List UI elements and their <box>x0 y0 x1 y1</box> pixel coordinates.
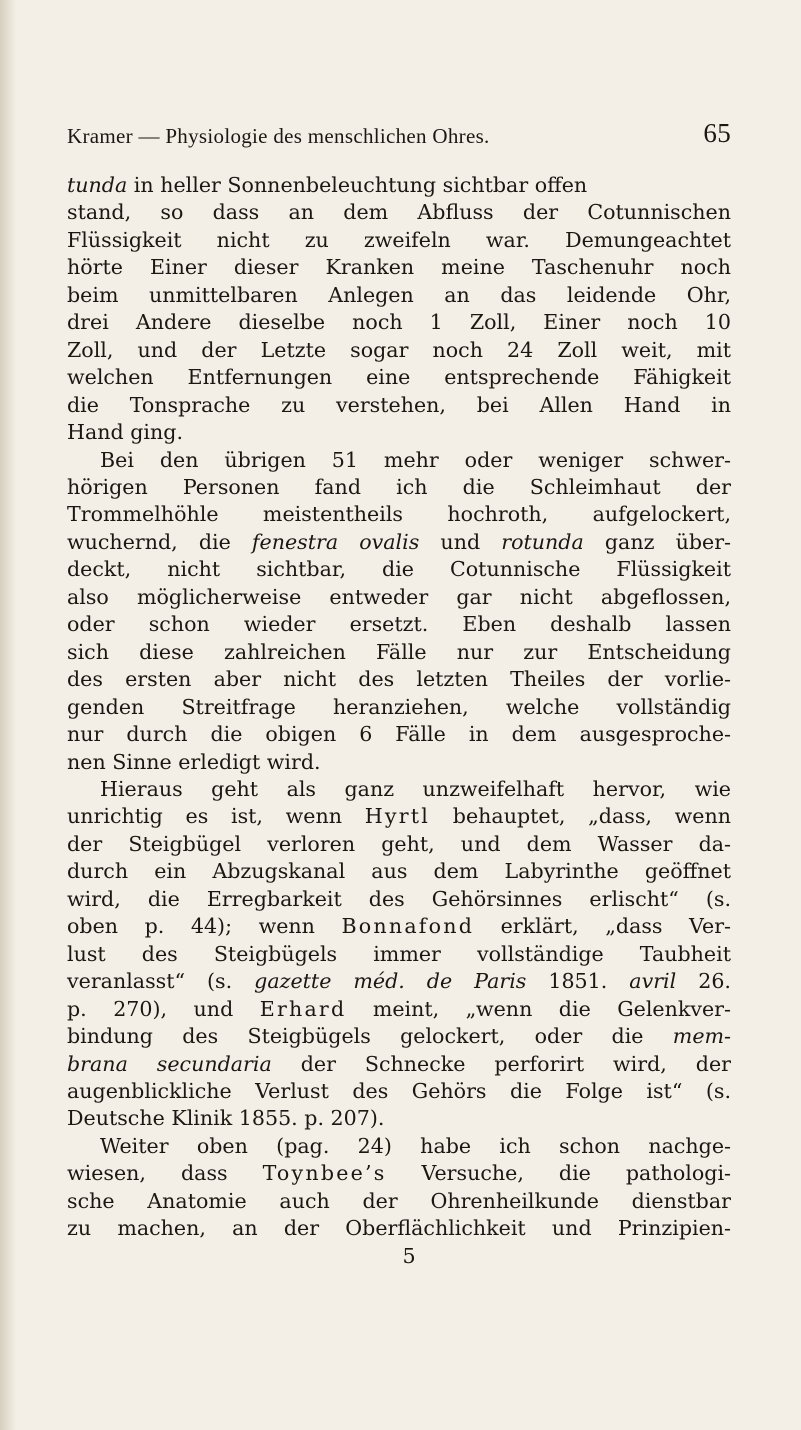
italic-term: mem- <box>672 1024 731 1049</box>
text-line: Trommelhöhle meistentheils hochroth, aufgelockert, <box>67 502 731 527</box>
text-line: oder schon wieder ersetzt. Eben deshalb lassen <box>67 612 731 637</box>
page-edge-shadow <box>0 0 16 1430</box>
text-line: lust des Steigbügels immer vollständige Taubheit <box>67 941 731 966</box>
italic-term: fenestra ovalis <box>251 529 420 554</box>
spaced-author-name: Hyrtl <box>364 804 431 829</box>
text-line: beim unmittelbaren Anlegen an das leidende Ohr, <box>67 282 731 307</box>
running-title: Kramer — Physiologie des menschlichen Ohres. <box>67 124 490 148</box>
signature-mark: 5 <box>402 1243 416 1268</box>
text-line: Zoll, und der Letzte sogar noch 24 Zoll weit, mit <box>67 337 731 362</box>
text-line: also möglicherweise entweder gar nicht abgeflossen, <box>67 584 731 609</box>
text-line: stand, so dass an dem Abfluss der Cotunnischen <box>67 200 731 225</box>
text-line: durch ein Abzugskanal aus dem Labyrinthe geöffnet <box>67 859 731 884</box>
text-line: wiesen, dass Toynbee’s Versuche, die pathologi- <box>67 1161 731 1186</box>
text-line: hörigen Personen fand ich die Schleimhaut der <box>67 474 731 499</box>
text-line: tunda in heller Sonnenbeleuchtung sichtbar offen <box>67 173 588 197</box>
text-line: nen Sinne erledigt wird. <box>67 749 321 774</box>
spaced-author-name: Erhard <box>259 996 347 1021</box>
text-line: oben p. 44); wenn Bonnafond erklärt, „dass Ver- <box>67 914 731 939</box>
text-line: p. 270), und Erhard meint, „wenn die Gelenkver- <box>67 996 731 1021</box>
text-line: wird, die Erregbarkeit des Gehörsinnes erlischt“ (s. <box>67 886 731 911</box>
spaced-author-name: Toynbee’s <box>262 1161 387 1186</box>
text-line: zu machen, an der Oberflächlichkeit und Prinzipien- <box>67 1216 731 1241</box>
italic-word: tunda <box>67 173 128 197</box>
text-line: genden Streitfrage heranziehen, welche vollständig <box>67 694 731 719</box>
paragraph-start-line: Bei den übrigen 51 mehr oder weniger schwer- <box>100 447 731 472</box>
text-line: unrichtig es ist, wenn Hyrtl behauptet, „dass, wenn <box>67 804 732 829</box>
italic-term: rotunda <box>501 529 584 554</box>
italic-month: avril <box>629 969 677 994</box>
text-line: wuchernd, die fenestra ovalis und rotunda ganz über- <box>67 529 732 554</box>
text-line: sche Anatomie auch der Ohrenheilkunde dienstbar <box>67 1188 731 1213</box>
text-line: drei Andere dieselbe noch 1 Zoll, Einer noch 10 <box>67 310 731 335</box>
text-line: die Tonsprache zu verstehen, bei Allen Hand in <box>67 392 731 417</box>
text-line: des ersten aber nicht des letzten Theiles der vorlie- <box>67 667 731 692</box>
text-line: bindung des Steigbügels gelockert, oder die mem- <box>67 1024 731 1049</box>
page-number: 65 <box>703 118 731 148</box>
text-line: veranlasst“ (s. gazette méd. de Paris 1851. avril 26. <box>67 969 731 994</box>
text-line: Hand ging. <box>67 420 183 445</box>
text-line: brana secundaria der Schnecke perforirt wird, der <box>67 1051 731 1076</box>
running-header <box>67 118 731 158</box>
text-line: augenblickliche Verlust des Gehörs die Folge ist“ (s. <box>67 1078 731 1103</box>
text-line: welchen Entfernungen eine entsprechende Fähigkeit <box>67 365 731 390</box>
text-line: Flüssigkeit nicht zu zweifeln war. Demungeachtet <box>67 227 731 252</box>
paragraph-start-line: Hieraus geht als ganz unzweifelhaft hervor, wie <box>100 776 731 801</box>
spaced-author-name: Bonnafond <box>341 914 475 939</box>
italic-citation: gazette méd. de Paris <box>254 969 527 994</box>
text-line: nur durch die obigen 6 Fälle in dem ausgesproche- <box>67 722 731 747</box>
italic-term: brana secundaria <box>67 1051 272 1076</box>
text-line: hörte Einer dieser Kranken meine Taschenuhr noch <box>67 255 731 280</box>
paragraph-start-line: Weiter oben (pag. 24) habe ich schon nachge- <box>100 1133 731 1158</box>
body-text <box>67 172 731 1270</box>
text-line: Deutsche Klinik 1855. p. 207). <box>67 1106 385 1131</box>
text-line: deckt, nicht sichtbar, die Cotunnische Flüssigkeit <box>67 557 731 582</box>
text-line: der Steigbügel verloren geht, und dem Wasser da- <box>67 831 731 856</box>
text-line: sich diese zahlreichen Fälle nur zur Entscheidung <box>67 639 731 664</box>
